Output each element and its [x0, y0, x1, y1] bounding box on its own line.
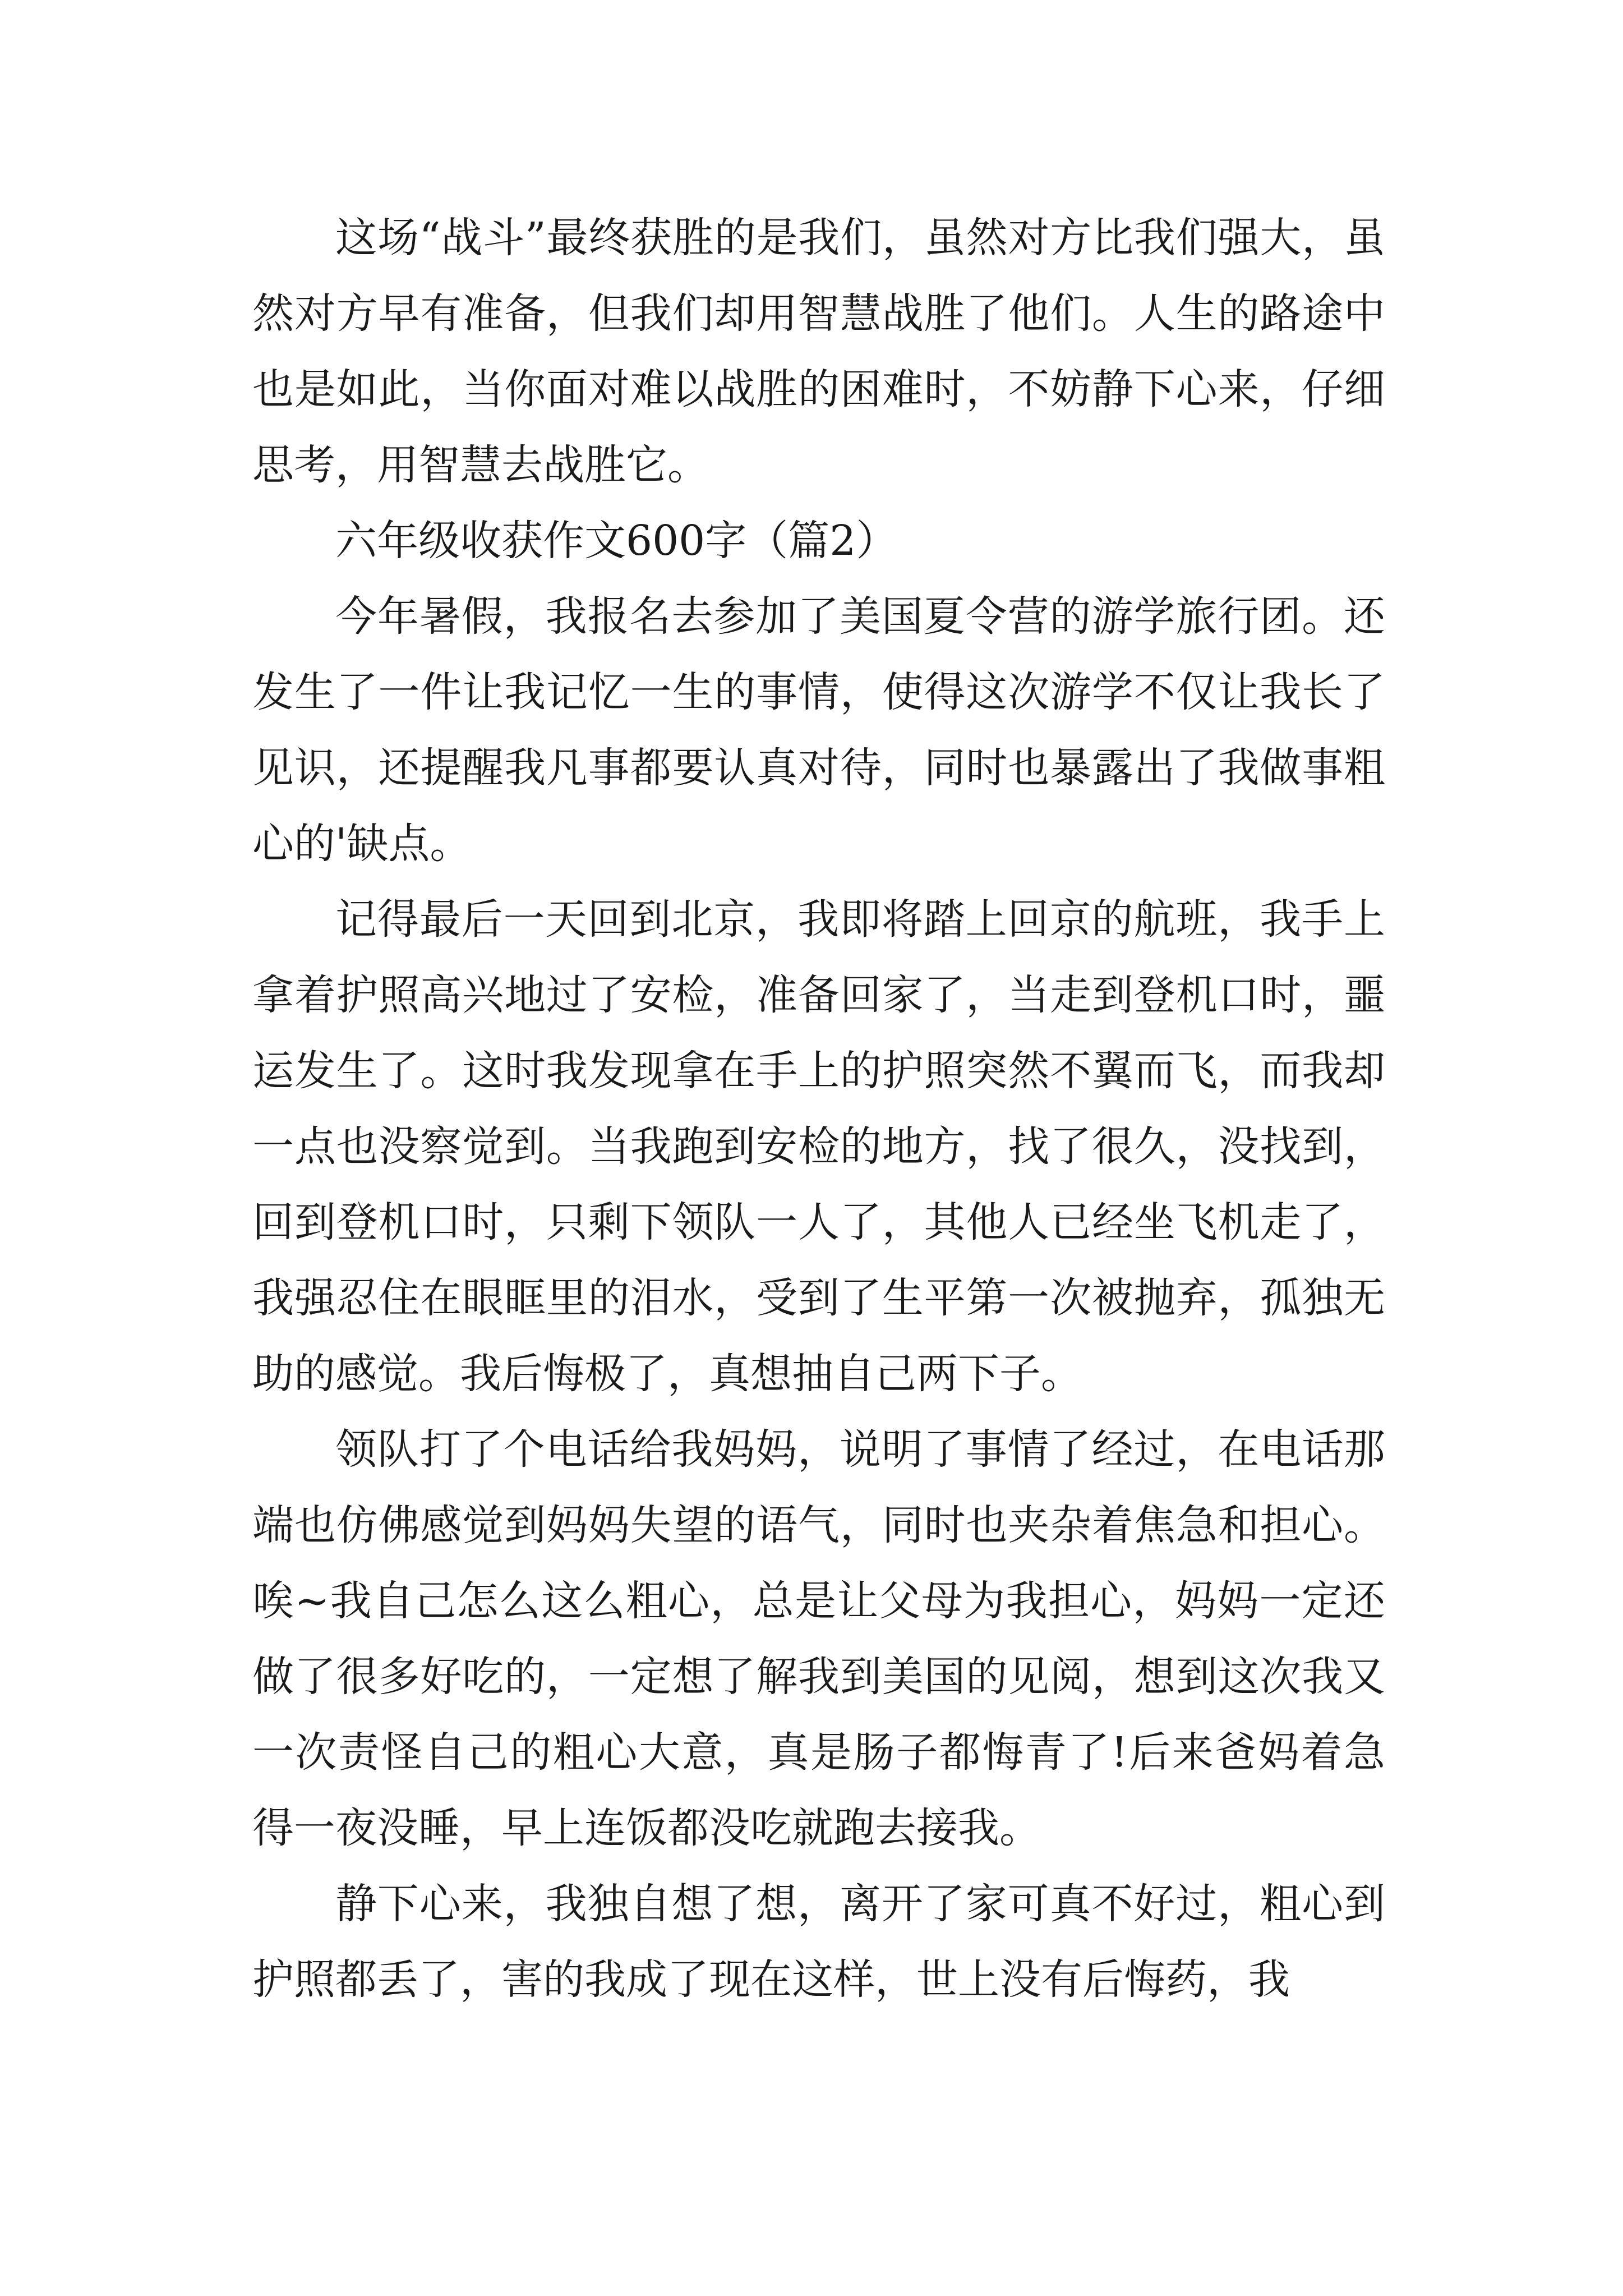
- paragraph-summer-trip: 今年暑假，我报名去参加了美国夏令营的游学旅行团。还发生了一件让我记忆一生的事情，使得这次游学不仅让我长了见识，还提醒我凡事都要认真对待，同时也暴露出了我做事粗心的'缺点。: [252, 592, 1385, 868]
- paragraph-phone-call: 领队打了个电话给我妈妈，说明了事情了经过，在电话那端也仿佛感觉到妈妈失望的语气，同时也夹杂着焦急和担心。唉~我自己怎么这么粗心，总是让父母为我担心，妈妈一定还做了很多好吃的，一定想了解我到美国的见阅，想到这次我又一次责怪自己的粗心大意，真是肠子都悔青了!后来爸妈着急得一夜没睡，早上连饭都没吃就跑去接我。: [252, 1425, 1385, 1852]
- essay-heading: 六年级收获作文600字（篇2）: [335, 517, 898, 565]
- paragraph-lost-passport: 记得最后一天回到北京，我即将踏上回京的航班，我手上拿着护照高兴地过了安检，准备回家了，当走到登机口时，噩运发生了。这时我发现拿在手上的护照突然不翼而飞，而我却一点也没察觉到。当我跑到安检的地方，找了很久，没找到，回到登机口时，只剩下领队一人了，其他人已经坐飞机走了，我强忍住在眼眶里的泪水，受到了生平第一次被抛弃，孤独无助的感觉。我后悔极了，真想抽自己两下子。: [252, 895, 1385, 1398]
- paragraph-conclusion: 这场“战斗”最终获胜的是我们，虽然对方比我们强大，虽然对方早有准备，但我们却用智慧战胜了他们。人生的路途中也是如此，当你面对难以战胜的困难时，不妨静下心来，仔细思考，用智慧去战胜它。: [252, 214, 1385, 489]
- paragraph-reflection: 静下心来，我独自想了想，离开了家可真不好过，粗心到护照都丢了，害的我成了现在这样，世上没有后悔药，我: [252, 1880, 1385, 2004]
- document-body: [252, 200, 1385, 2018]
